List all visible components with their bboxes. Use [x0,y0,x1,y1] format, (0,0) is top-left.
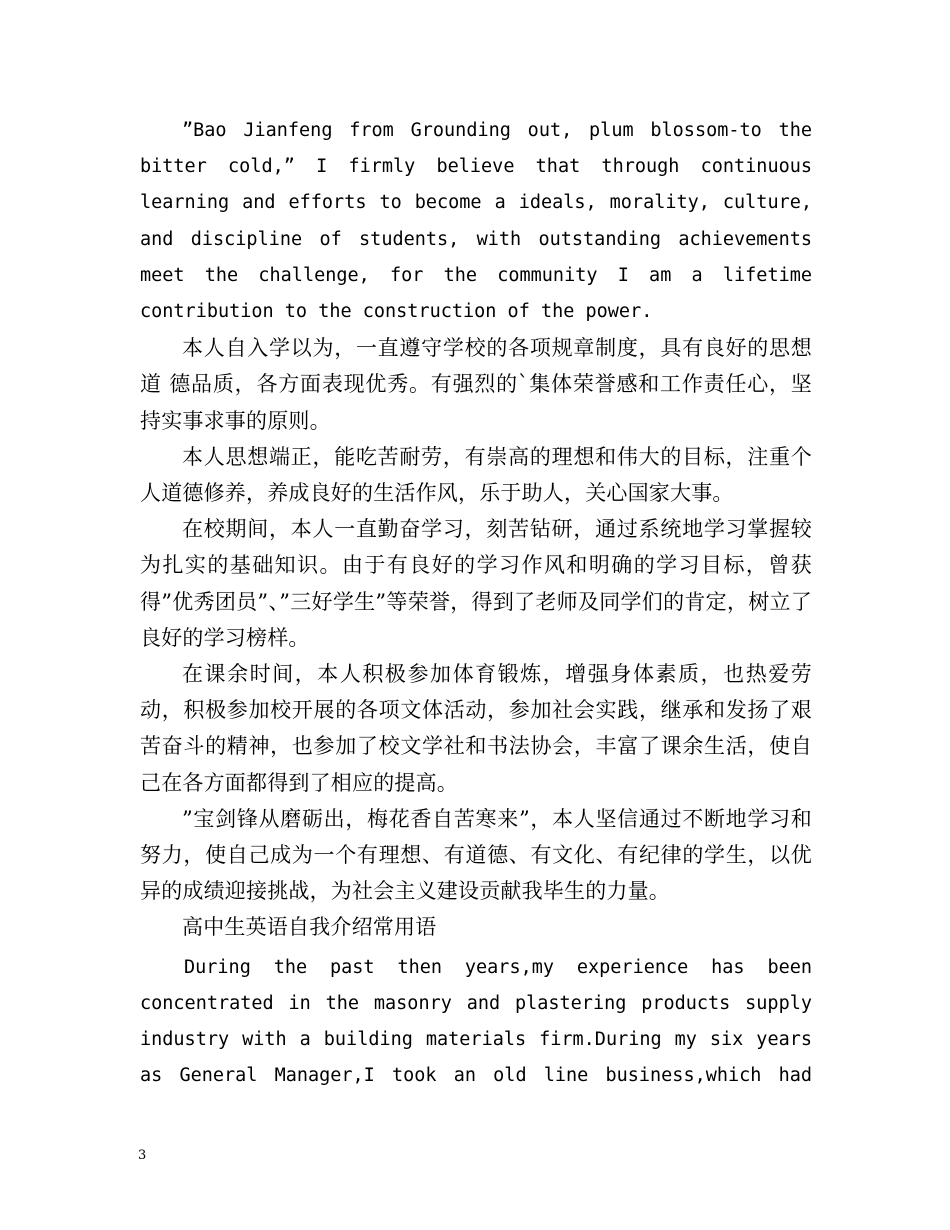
chinese-paragraph-conduct: 本人自入学以为，一直遵守学校的各项规章制度，具有良好的思想道 德品质，各方面表现优秀。有强烈的`集体荣誉感和工作责任心，坚持实事求事的原则。 [140,336,812,433]
page-number: 3 [138,1148,147,1163]
chinese-paragraph-motto: ”宝剑锋从磨砺出，梅花香自苦寒来”，本人坚信通过不断地学习和努力，使自己成为一个有理想、有道德、有文化、有纪律的学生，以优异的成绩迎接挑战，为社会主义建设贡献我毕生的力量。 [140,806,812,904]
english-paragraph-experience: During the past then years,my experience has been concentrated in the masonry and plastering products supply industry with a building materials firm.During my six years as General Manager,I took an old line business,which had [140,956,812,1087]
chinese-paragraph-character: 本人思想端正，能吃苦耐劳，有崇高的理想和伟大的目标，注重个人道德修养，养成良好的生活作风，乐于助人，关心国家大事。 [140,444,812,506]
section-heading: 高中生英语自我介绍常用语 [182,915,437,940]
chinese-paragraph-activities: 在课余时间，本人积极参加体育锻炼，增强身体素质，也热爱劳动，积极参加校开展的各项文体活动，参加社会实践，继承和发扬了艰苦奋斗的精神，也参加了校文学社和书法协会，丰富了课余生活，使自己在各方面都得到了相应的提高。 [140,662,812,795]
page-body [140,113,812,1094]
chinese-paragraph-study: 在校期间，本人一直勤奋学习，刻苦钻研，通过系统地学习掌握较为扎实的基础知识。由于有良好的学习作风和明确的学习目标，曾获得”优秀团员”、”三好学生”等荣誉，得到了老师及同学们的肯定，树立了良好的学习榜样。 [140,517,812,650]
english-paragraph-quote: ”Bao Jianfeng from Grounding out, plum blossom-to the bitter cold,” I firmly believe that through continuous learning and efforts to become a ideals, morality, culture, and discipline of students, with outstanding achievements meet the challenge, for the community I am a lifetime contribution to the construction of the power. [140,120,812,323]
